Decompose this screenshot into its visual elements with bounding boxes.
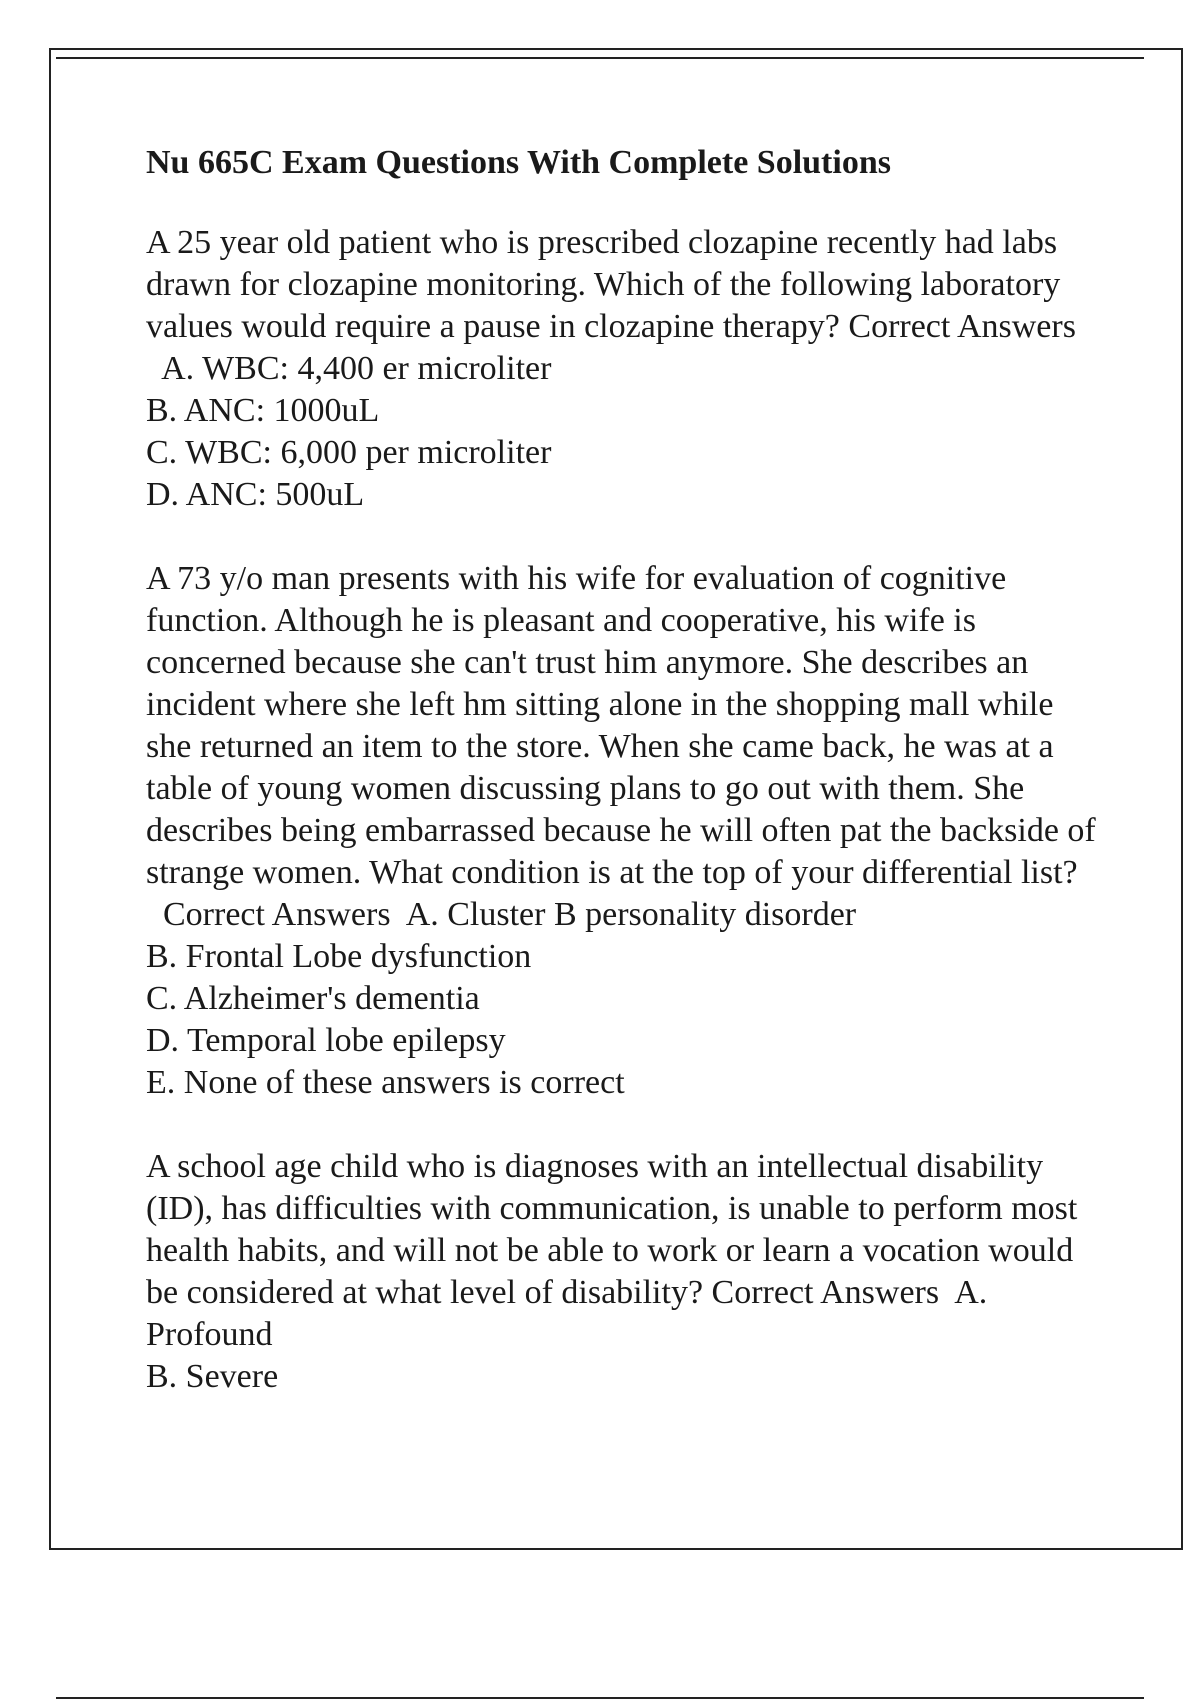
question-3 — [146, 1146, 1106, 1398]
question-stem: A 73 y/o man presents with his wife for evaluation of cognitive function. Although he is pleasant and cooperative, his wife is concerned because she can't trust him anymore. She describes an incident where she left hm sitting alone in the shopping mall while she returned an item to the store. When she came back, he was at a table of young women discussing plans to go out with them. She describes being embarrassed because he will often pat the backside of strange women. What condition is at the top of your differential list? — [146, 560, 1096, 891]
option-d: D. Temporal lobe epilepsy — [146, 1022, 506, 1059]
option-b: B. Severe — [146, 1358, 279, 1395]
question-1-stem-line — [146, 222, 1106, 390]
option-d: D. ANC: 500uL — [146, 476, 365, 513]
option-b: B. Frontal Lobe dysfunction — [146, 938, 532, 975]
question-stem: A school age child who is diagnoses with an intellectual disability (ID), has difficulties with communication, is unable to perform most health habits, and will not be able to work or learn a vocation would be considered at what level of disability? — [146, 1148, 1078, 1311]
option-a: A. Cluster B personality disorder — [405, 896, 857, 933]
answer-label: Correct Answers — [163, 896, 391, 933]
answer-label: Correct Answers — [711, 1274, 940, 1311]
option-e: E. None of these answers is correct — [146, 1064, 625, 1101]
question-2 — [146, 558, 1106, 1104]
option-c: C. Alzheimer's dementia — [146, 980, 480, 1017]
question-stem: A 25 year old patient who is prescribed clozapine recently had labs drawn for clozapine monitoring. Which of the following laboratory values would require a pause in clozapine therapy? — [146, 224, 1061, 345]
document-title: Nu 665C Exam Questions With Complete Solutions — [146, 144, 891, 181]
question-3-stem-line — [146, 1146, 1106, 1356]
option-b: B. ANC: 1000uL — [146, 392, 380, 429]
option-a: A. WBC: 4,400 er microliter — [161, 350, 552, 387]
question-1 — [146, 222, 1106, 516]
question-2-stem-line — [146, 558, 1106, 936]
option-c: C. WBC: 6,000 per microliter — [146, 434, 552, 471]
option-a: A. Profound — [146, 1274, 988, 1353]
bottom-rule — [56, 1697, 1144, 1699]
document-body — [146, 142, 1106, 1440]
answer-label: Correct Answers — [848, 308, 1076, 345]
